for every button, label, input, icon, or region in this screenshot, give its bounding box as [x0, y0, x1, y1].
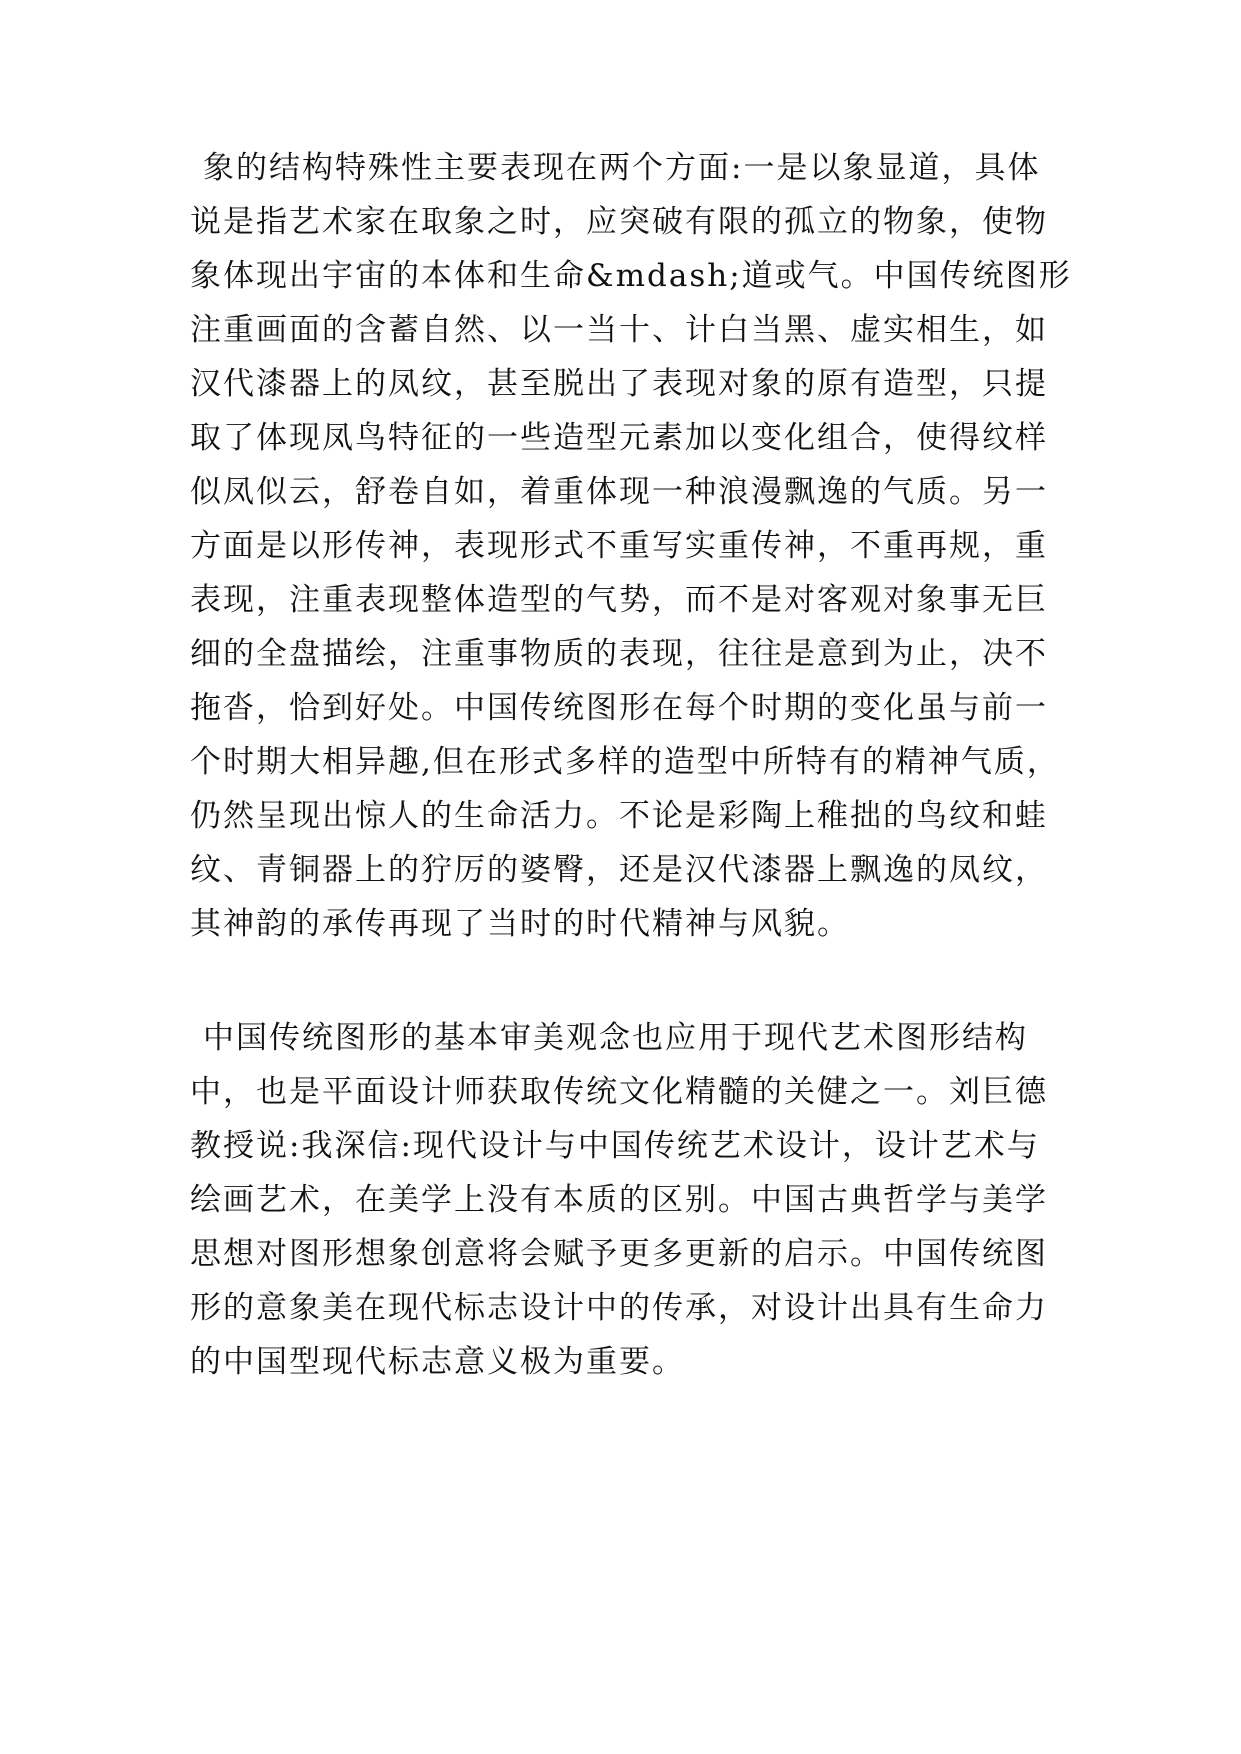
paragraph-line: 取了体现凤鸟特征的一些造型元素加以变化组合，使得纹样 — [190, 420, 1048, 456]
paragraph-line: 中国传统图形的基本审美观念也应用于现代艺术图形结构 — [203, 1020, 1028, 1056]
paragraph-line: 其神韵的承传再现了当时的时代精神与风貌。 — [190, 906, 850, 942]
paragraph-line: 纹、青铜器上的狞厉的婆臀，还是汉代漆器上飘逸的凤纹， — [190, 852, 1048, 888]
paragraph-line: 象的结构特殊性主要表现在两个方面:一是以象显道，具体 — [203, 150, 1041, 186]
paragraph-line: 表现，注重表现整体造型的气势，而不是对客观对象事无巨 — [190, 582, 1048, 618]
paragraph-line: 的中国型现代标志意义极为重要。 — [190, 1344, 685, 1380]
paragraph-line: 个时期大相异趣,但在形式多样的造型中所特有的精神气质， — [190, 744, 1060, 780]
paragraph-line: 汉代漆器上的凤纹，甚至脱出了表现对象的原有造型，只提 — [190, 366, 1048, 402]
paragraph-line: 教授说:我深信:现代设计与中国传统艺术设计，设计艺术与 — [190, 1128, 1040, 1164]
paragraph-line: 拖沓，恰到好处。中国传统图形在每个时期的变化虽与前一 — [190, 690, 1048, 726]
paragraph-line: 细的全盘描绘，注重事物质的表现，往往是意到为止，决不 — [190, 636, 1048, 672]
paragraph-line: 方面是以形传神，表现形式不重写实重传神，不重再规，重 — [190, 528, 1048, 564]
paragraph-line: 说是指艺术家在取象之时，应突破有限的孤立的物象，使物 — [190, 204, 1048, 240]
paragraph-line: 中，也是平面设计师获取传统文化精髓的关健之一。刘巨德 — [190, 1074, 1048, 1110]
paragraph-line: 形的意象美在现代标志设计中的传承，对设计出具有生命力 — [190, 1290, 1048, 1326]
paragraph-line: 仍然呈现出惊人的生命活力。不论是彩陶上稚拙的鸟纹和蛙 — [190, 798, 1048, 834]
paragraph-line: 象体现出宇宙的本体和生命&mdash;道或气。中国传统图形 — [190, 258, 1072, 294]
paragraph-line: 注重画面的含蓄自然、以一当十、计白当黑、虚实相生，如 — [190, 312, 1048, 348]
paragraph-line: 绘画艺术，在美学上没有本质的区别。中国古典哲学与美学 — [190, 1182, 1048, 1218]
paragraph-line: 思想对图形想象创意将会赋予更多更新的启示。中国传统图 — [190, 1236, 1048, 1272]
paragraph-line: 似凤似云，舒卷自如，着重体现一种浪漫飘逸的气质。另一 — [190, 474, 1048, 510]
